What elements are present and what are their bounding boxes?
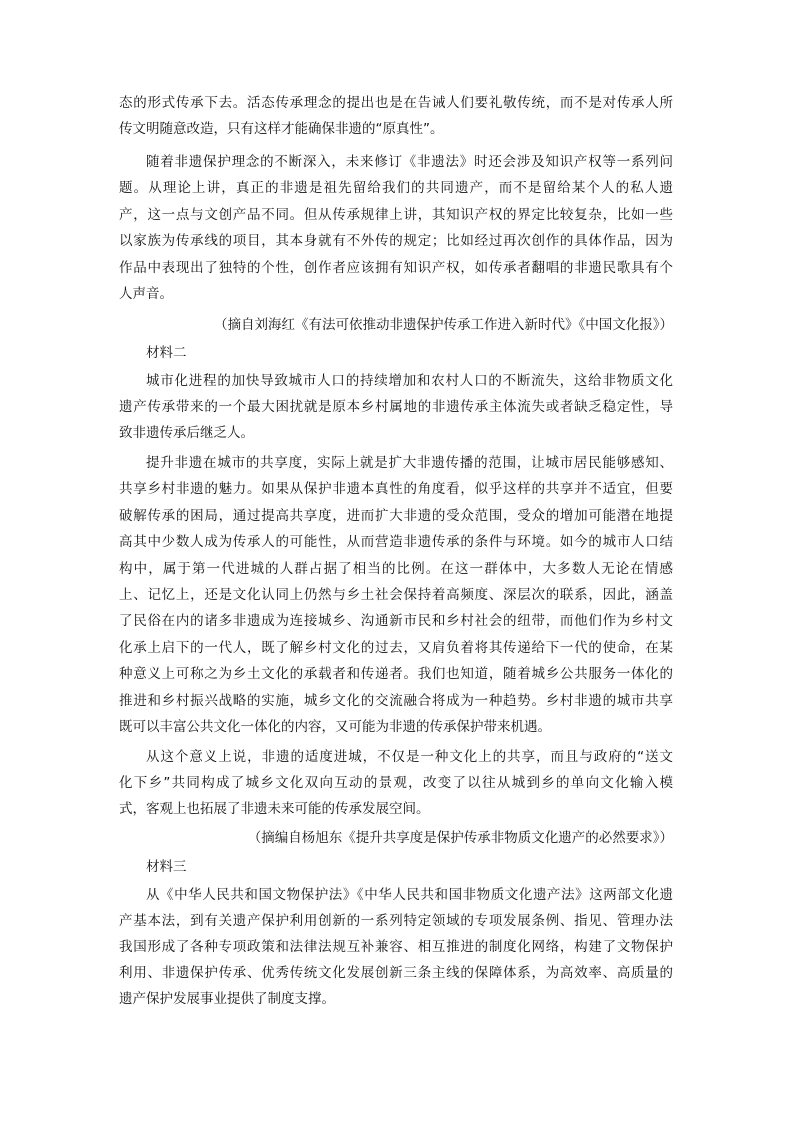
- text-line: 遗产传承带来的一个最大困扰就是原本乡村属地的非遗传承主体流失或者缺乏稳定性，导: [119, 399, 673, 415]
- text-line: 遗产保护发展事业提供了制度支撑。: [119, 991, 335, 1007]
- text-line: 上、记忆上，还是文化认同上仍然与乡土社会保持着高频度、深层次的联系，因此，涵盖: [119, 587, 673, 603]
- text-line: 城市化进程的加快导致城市人口的持续增加和农村人口的不断流失，这给非物质文化: [146, 373, 673, 389]
- text-line: 态的形式传承下去。活态传承理念的提出也是在告诫人们要礼敬传统，而不是对传承人所: [119, 95, 673, 111]
- text-line: 高其中少数人成为传承人的可能性，从而营造非遗传承的条件与环境。如今的城市人口结: [119, 534, 673, 550]
- text-line: 产，这一点与文创产品不同。但从传承规律上讲，其知识产权的界定比较复杂，比如一些: [119, 207, 673, 223]
- source-citation: （摘编自杨旭东《提升共享度是保护传承非物质文化遗产的必然要求》）: [247, 830, 673, 846]
- text-line: 以家族为传承线的项目，其本身就有不外传的规定；比如经过再次创作的具体作品，因为: [119, 233, 673, 249]
- text-line: 式，客观上也拓展了非遗未来可能的传承发展空间。: [119, 801, 430, 817]
- text-line: 提升非遗在城市的共享度，实际上就是扩大非遗传播的范围，让城市居民能够感知、: [146, 455, 673, 471]
- text-line: 随着非遗保护理念的不断深入，未来修订《非遗法》时还会涉及知识产权等一系列问: [146, 154, 673, 170]
- section-heading: 材料二: [146, 345, 187, 361]
- text-line: 种意义上可称之为乡土文化的承载者和传递者。我们也知道，随着城乡公共服务一体化的: [119, 666, 673, 682]
- text-line: 破解传承的困局，通过提高共享度，进而扩大非遗的受众范围，受众的增加可能潜在地提: [119, 508, 673, 524]
- text-line: 共享乡村非遗的魅力。如果从保护非遗本真性的角度看，似乎这样的共享并不适宜，但要: [119, 481, 673, 497]
- text-line: 化下乡”共同构成了城乡文化双向互动的景观，改变了以往从城到乡的单向文化输入模: [119, 775, 673, 791]
- section-heading: 材料三: [146, 859, 187, 875]
- text-line: 致非遗传承后继乏人。: [119, 425, 254, 441]
- text-line: 从这个意义上说，非遗的适度进城，不仅是一种文化上的共享，而且与政府的“送文: [146, 749, 673, 765]
- text-line: 既可以丰富公共文化一体化的内容，又可能为非遗的传承保护带来机遇。: [119, 719, 551, 735]
- text-line: 构中，属于第一代进城的人群占据了相当的比例。在这一群体中，大多数人无论在情感: [119, 561, 673, 577]
- text-line: 从《中华人民共和国文物保护法》《中华人民共和国非物质文化遗产法》这两部文化遗: [146, 887, 673, 903]
- text-line: 传文明随意改造，只有这样才能确保非遗的“原真性”。: [119, 121, 444, 137]
- text-line: 我国形成了各种专项政策和法律法规互补兼容、相互推进的制度化网络，构建了文物保护: [119, 939, 673, 955]
- source-citation: （摘自刘海红《有法可依推动非遗保护传承工作进入新时代》《中国文化报》）: [214, 317, 673, 333]
- text-line: 了民俗在内的诸多非遗成为连接城乡、沟通新市民和乡村社会的纽带，而他们作为乡村文: [119, 613, 673, 629]
- text-line: 人声音。: [119, 286, 173, 302]
- text-line: 推进和乡村振兴战略的实施，城乡文化的交流融合将成为一种趋势。乡村非遗的城市共享: [119, 693, 673, 709]
- text-line: 作品中表现出了独特的个性，创作者应该拥有知识产权，如传承者翻唱的非遗民歌具有个: [119, 260, 673, 276]
- text-line: 利用、非遗保护传承、优秀传统文化发展创新三条主线的保障体系，为高效率、高质量的: [119, 965, 673, 981]
- text-line: 化承上启下的一代人，既了解乡村文化的过去，又肩负着将其传递给下一代的使命，在某: [119, 640, 673, 656]
- text-line: 题。从理论上讲，真正的非遗是祖先留给我们的共同遗产，而不是留给某个人的私人遗: [119, 180, 673, 196]
- text-line: 产基本法，到有关遗产保护利用创新的一系列特定领域的专项发展条例、指见、管理办法: [119, 913, 673, 929]
